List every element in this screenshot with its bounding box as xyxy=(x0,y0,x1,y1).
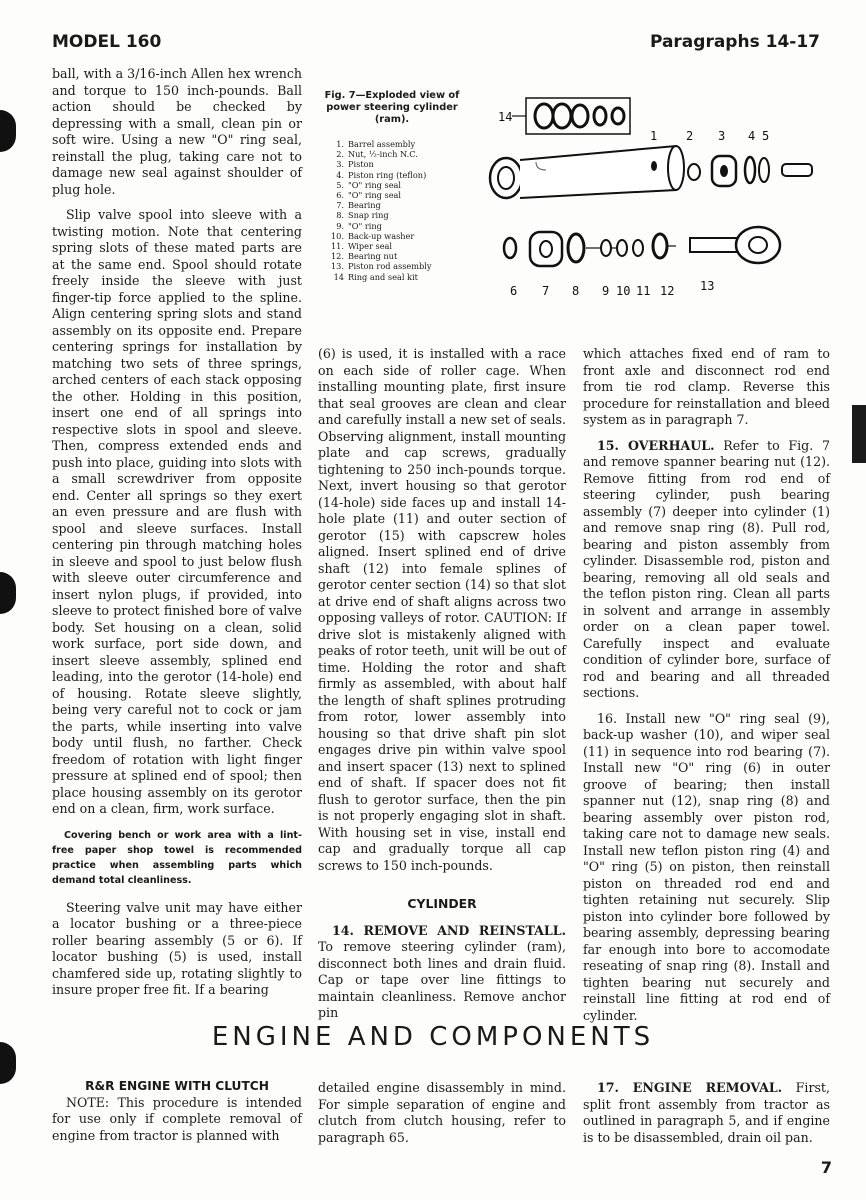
text-column-3 xyxy=(583,346,830,1024)
paragraph: Steering valve unit may have either a locator bushing or a three-piece roller bearing assembly (5 or 6). If locator bushing (5) is used, install chamfered side up, rotating slightly to insure proper free fit. If a bearing xyxy=(52,899,302,997)
legend-item: 3. Piston xyxy=(336,159,374,170)
bottom-column-2 xyxy=(318,1080,566,1146)
figure-legend xyxy=(330,139,480,282)
callout-4: 4 xyxy=(748,129,756,143)
figure-caption: Fig. 7—Exploded view of power steering cylinder (ram). xyxy=(324,90,460,125)
punch-hole xyxy=(0,572,16,614)
paragraph: NOTE: This procedure is intended for use only if complete removal of engine from tractor is planned with xyxy=(52,1094,302,1143)
barrel-assembly xyxy=(490,146,684,198)
paragraph: ball, with a 3/16-inch Allen hex wrench and torque to 150 inch-pounds. Ball action should be checked by depressing with a small, clean pin or soft wire. Using a new "O" ring seal, reinstall the plug, taking care not to damage new seal against shoulder of plug hole. xyxy=(52,66,302,197)
edge-thumb-tab xyxy=(852,405,866,463)
callout-13: 13 xyxy=(700,279,715,293)
note-text: Covering bench or work area with a lint-free paper shop towel is recommended practice when assembling parts which demand total cleanliness. xyxy=(52,829,302,886)
callout-labels xyxy=(498,110,769,298)
paragraph: (6) is used, it is installed with a race on each side of roller cage. When installing mounting plate, first insure that seal grooves are clean and clear and carefully install a new set of seals. Observing alignment, install mounting plate and cap screws, gradually tightening to 250 inch-pounds torque. Next, invert housing so that gerotor (14-hole) side faces up and install 14-hole plate (11) and outer section of gerotor (15) with capscrew holes aligned. Insert splined end of drive shaft (12) into female splines of gerotor center section (14) so that slot at drive end of shaft aligns across two opposing valleys of rotor. CAUTION: If drive slot is mistakenly aligned with peaks of rotor teeth, unit will be out of time. Holding the rotor and shaft firmly as assembled, with about half the length of shaft splines protruding from rotor, lower assembly into housing so that drive shaft pin slot engages drive pin within valve spool and insert spacer (13) next to splined end of shaft. If spacer does not fit flush to gerotor surface, then the pin is not properly engaging slot in shaft. With housing set in vise, install end cap and gradually torque all cap screws to 150 inch-pounds. xyxy=(318,346,566,873)
callout-3: 3 xyxy=(718,129,726,143)
paragraph-17: 17. ENGINE REMOVAL. First, split front assembly from tractor as outlined in paragraph 5, and if engine is to be disassembled, drain oil pan. xyxy=(583,1080,830,1145)
piston-parts xyxy=(688,156,812,186)
legend-item: 1. Barrel assembly xyxy=(336,139,416,149)
text-column-2 xyxy=(318,346,566,1022)
cylinder-heading: CYLINDER xyxy=(407,896,477,911)
callout-6: 6 xyxy=(510,284,518,298)
legend-item: 13. Piston rod assembly xyxy=(330,261,432,272)
legend-item: 11. Wiper seal xyxy=(330,241,393,252)
legend-item: 6. "O" ring seal xyxy=(336,190,402,201)
header-model: MODEL 160 xyxy=(52,32,162,52)
bottom-column-3 xyxy=(583,1080,830,1146)
legend-item: 7. Bearing xyxy=(336,200,381,211)
callout-1: 1 xyxy=(650,129,658,143)
section-title: ENGINE AND COMPONENTS xyxy=(211,1022,655,1052)
cylinder-exploded-diagram xyxy=(476,90,821,305)
callout-11: 11 xyxy=(636,284,651,298)
paragraph: Slip valve spool into sleeve with a twisting motion. Note that centering spring slots of these mated parts are at the same end. Spool should rotate freely inside the sleeve with just finger-tip force applied to the spline. Align centering spring slots and stand assembly on its opposite end. Prepare centering springs for installation by matching two sets of three springs, arched centers of each stack opposing the other. Holding in this position, insert one end of all springs into respective slots in spool and sleeve. Then, compress extended ends and push into place, guiding into slots with a small screwdriver from opposite end. Center all springs so they exert an even pressure and are flush with spool and sleeve surfaces. Install centering pin through matching holes in sleeve and spool to just below flush with sleeve outer circumference and insert nylon plugs, if provided, into sleeve to protect finished bore of valve body. Set housing on a clean, solid work surface, port side down, and insert sleeve assembly, splined end leading, into the gerotor (14-hole) end of housing. Rotate sleeve slightly, being very careful not to cock or jam the parts, while inserting into valve body until flush, no farther. Check freedom of rotation with light finger pressure at splined end of spool; then place housing assembly on its gerotor end on a clean, firm, work surface. xyxy=(52,207,302,816)
callout-8: 8 xyxy=(572,284,580,298)
legend-item: 12. Bearing nut xyxy=(330,251,398,262)
paragraph-15: 15. OVERHAUL. Refer to Fig. 7 and remove spanner bearing nut (12). Remove fitting from rod end of steering cylinder, push bearing assembly (7) deeper into cylinder (1) and remove snap ring (8). Pull rod, bearing and piston assembly from cylinder. Disassemble rod, piston and bearing, removing all old seals and the teflon piston ring. Clean all parts in solvent and arrange in assembly order on a clean paper towel. Carefully inspect and evaluate condition of cylinder bore, surface of rod and bearing and all threaded sections. xyxy=(583,437,830,700)
paragraph-14: 14. REMOVE AND REINSTALL. To remove steering cylinder (ram), disconnect both lines and drain fluid. Cap or tape over line fittings to maintain cleanliness. Remove anchor pin xyxy=(318,922,566,1020)
page-number: 7 xyxy=(820,1158,832,1177)
punch-hole xyxy=(0,110,16,152)
callout-2: 2 xyxy=(686,129,694,143)
legend-item: 14 Ring and seal kit xyxy=(333,271,418,282)
paragraph-16: 16. Install new "O" ring seal (9), back-up washer (10), and wiper seal (11) in sequence into rod bearing (7). Install new "O" ring (6) in outer groove of bearing; then install spanner nut (12), snap ring (8) and bearing assembly over piston rod, taking care not to damage new seals. Install new teflon piston ring (4) and "O" ring (5) on piston, then reinstall piston on threaded rod end and tighten retaining nut securely. Slip piston into cylinder bore followed by bearing assembly, depressing bearing far enough into bore to accomodate reseating of snap ring (8). Install and tighten bearing nut securely and reinstall line fitting at rod end of cylinder. xyxy=(583,710,830,1023)
legend-item: 5. "O" ring seal xyxy=(336,179,402,190)
seal-kit-illustration xyxy=(512,98,630,134)
callout-12: 12 xyxy=(660,284,675,298)
paragraph-heading: 17. ENGINE REMOVAL. xyxy=(597,1080,783,1095)
legend-item: 4. Piston ring (teflon) xyxy=(336,169,427,180)
paragraph-heading: 14. REMOVE AND REINSTALL. xyxy=(332,922,566,938)
callout-10: 10 xyxy=(616,284,631,298)
paragraph: detailed engine disassembly in mind. For simple separation of engine and clutch from clutch housing, refer to paragraph 65. xyxy=(318,1080,566,1145)
callout-9: 9 xyxy=(602,284,610,298)
rr-engine-heading: R&R ENGINE WITH CLUTCH xyxy=(85,1079,269,1093)
bottom-column-1 xyxy=(52,1078,302,1144)
legend-item: 8. Snap ring xyxy=(336,210,389,221)
paragraph-heading: 15. OVERHAUL. xyxy=(597,437,715,453)
legend-item: 10. Back-up washer xyxy=(330,230,415,241)
legend-item: 9. "O" ring xyxy=(336,220,382,231)
callout-14: 14 xyxy=(498,110,513,124)
rod-parts xyxy=(504,227,780,266)
callout-7: 7 xyxy=(542,284,550,298)
text-column-1 xyxy=(52,66,302,999)
legend-item: 2. Nut, ½-inch N.C. xyxy=(336,149,418,160)
paragraph: which attaches fixed end of ram to front axle and disconnect rod end from tie rod clamp. Reverse this procedure for reinstallation and bleed system as in paragraph 7. xyxy=(583,346,830,427)
callout-5: 5 xyxy=(762,129,770,143)
header-paragraphs: Paragraphs 14-17 xyxy=(649,32,820,52)
